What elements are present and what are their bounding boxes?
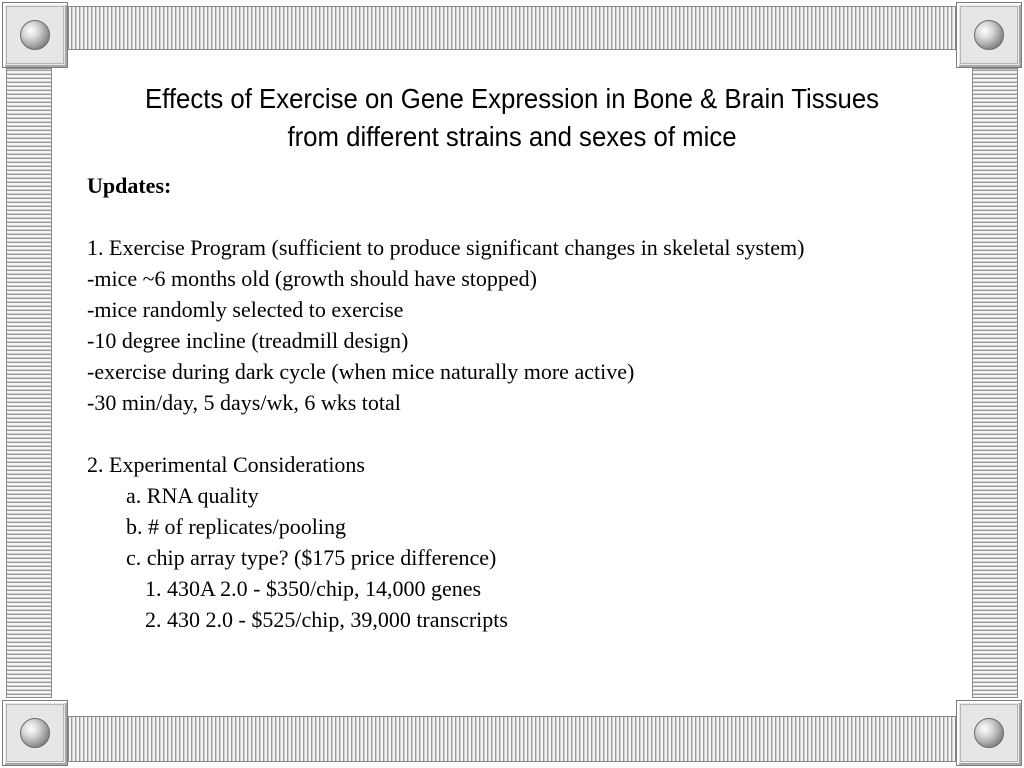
slide-body (87, 170, 957, 635)
slide-title-line-1: Effects of Exercise on Gene Expression in Bone & Brain Tissues (144, 83, 880, 114)
frame-left-strip (6, 68, 52, 698)
slide-title-line-2: from different strains and sexes of mice (287, 121, 737, 152)
updates-heading: Updates: (87, 173, 172, 198)
section-2-item: b. # of replicates/pooling (126, 514, 346, 539)
section-2-heading: 2. Experimental Considerations (87, 452, 365, 477)
section-1-item: -10 degree incline (treadmill design) (87, 328, 409, 353)
section-2-subitem: 2. 430 2.0 - $525/chip, 39,000 transcripts (145, 607, 508, 632)
screw-icon (20, 718, 50, 748)
screw-icon (20, 20, 50, 50)
frame-right-strip (972, 68, 1018, 698)
frame-corner-bottom-right (956, 700, 1022, 766)
section-2-item: c. chip array type? ($175 price difference) (126, 545, 497, 570)
slide-title (105, 80, 918, 156)
spacer (87, 418, 957, 449)
section-1-item: -mice randomly selected to exercise (87, 297, 404, 322)
screw-icon (974, 20, 1004, 50)
section-1-item: -mice ~6 months old (growth should have stopped) (87, 266, 538, 291)
screw-icon (974, 718, 1004, 748)
section-2-subitem: 1. 430A 2.0 - $350/chip, 14,000 genes (145, 576, 482, 601)
section-1-heading: 1. Exercise Program (sufficient to produce significant changes in skeletal system) (87, 235, 805, 260)
spacer (87, 201, 957, 232)
section-1-item: -30 min/day, 5 days/wk, 6 wks total (87, 390, 401, 415)
frame-top-strip (68, 6, 956, 50)
frame-bottom-strip (68, 716, 956, 762)
section-2-item: a. RNA quality (126, 483, 259, 508)
frame-corner-top-right (956, 2, 1022, 68)
section-1-item: -exercise during dark cycle (when mice naturally more active) (87, 359, 635, 384)
frame-corner-bottom-left (2, 700, 68, 766)
frame-corner-top-left (2, 2, 68, 68)
